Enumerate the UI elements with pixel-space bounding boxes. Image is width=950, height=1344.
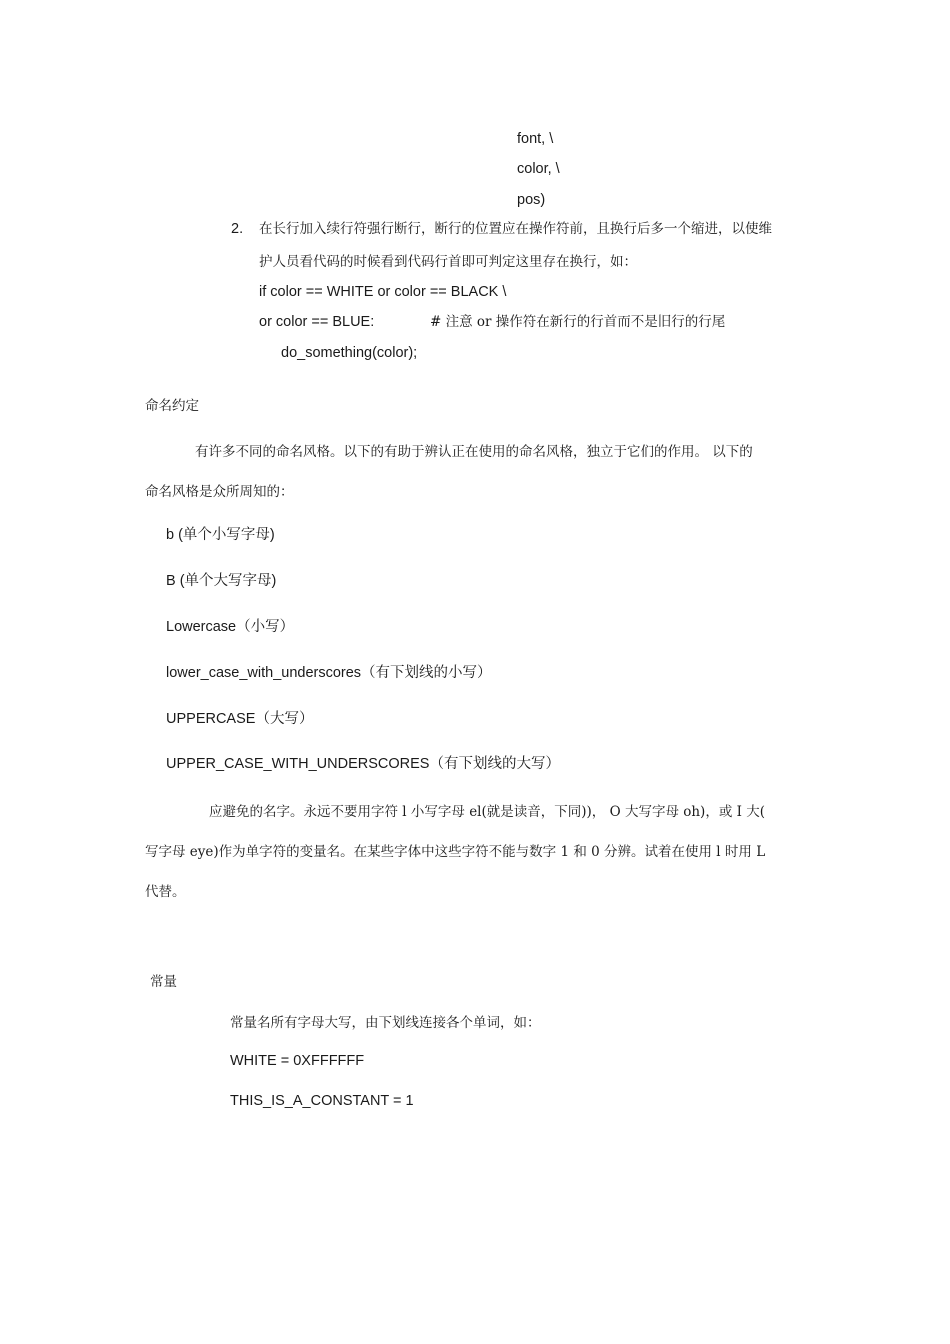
code-line-pos: pos)	[517, 192, 546, 208]
naming-style-item: Lowercase（小写）	[166, 619, 295, 635]
avoid-names-line3: 代替。	[145, 884, 186, 900]
naming-intro-line1: 有许多不同的命名风格。以下的有助于辨认正在使用的命名风格，独立于它们的作用。 以下的	[195, 444, 753, 460]
code-line-or: or color == BLUE:	[259, 314, 375, 330]
naming-style-item: lower_case_with_underscores（有下划线的小写）	[166, 665, 492, 681]
constant-example-this-is-a-constant: THIS_IS_A_CONSTANT = 1	[230, 1093, 414, 1109]
naming-style-item: UPPER_CASE_WITH_UNDERSCORES（有下划线的大写）	[166, 756, 560, 772]
naming-intro-line2: 命名风格是众所周知的：	[145, 484, 294, 500]
list-number: 2.	[231, 221, 244, 237]
code-line-do-something: do_something(color);	[281, 345, 418, 361]
constant-example-white: WHITE = 0XFFFFFF	[230, 1053, 365, 1069]
constants-description: 常量名所有字母大写，由下划线连接各个单词，如：	[230, 1015, 541, 1031]
code-line-if: if color == WHITE or color == BLACK \	[259, 284, 507, 300]
naming-style-item: b (单个小写字母)	[166, 527, 275, 543]
avoid-names-line2: 写字母 eye)作为单字符的变量名。在某些字体中这些字符不能与数字 1 和 0 分辨。试着在使用 l 时用 L	[145, 844, 766, 860]
code-line-font: font, \	[517, 131, 554, 147]
naming-style-item: B (单个大写字母)	[166, 573, 277, 589]
section-heading-naming: 命名约定	[145, 398, 199, 414]
naming-style-item: UPPERCASE（大写）	[166, 711, 314, 727]
code-comment: # 注意 or 操作符在新行的行首而不是旧行的行尾	[430, 314, 726, 330]
section-heading-constants: 常量	[150, 974, 177, 990]
code-line-color: color, \	[517, 161, 560, 177]
avoid-names-line1: 应避免的名字。永远不要用字符 l 小写字母 el(就是读音，下同))， O 大写字母 oh)，或 I 大(	[209, 804, 766, 820]
item2-text-line1: 在长行加入续行符强行断行，断行的位置应在操作符前，且换行后多一个缩进，以使维	[259, 221, 772, 237]
item2-text-line2: 护人员看代码的时候看到代码行首即可判定这里存在换行，如：	[259, 254, 637, 270]
